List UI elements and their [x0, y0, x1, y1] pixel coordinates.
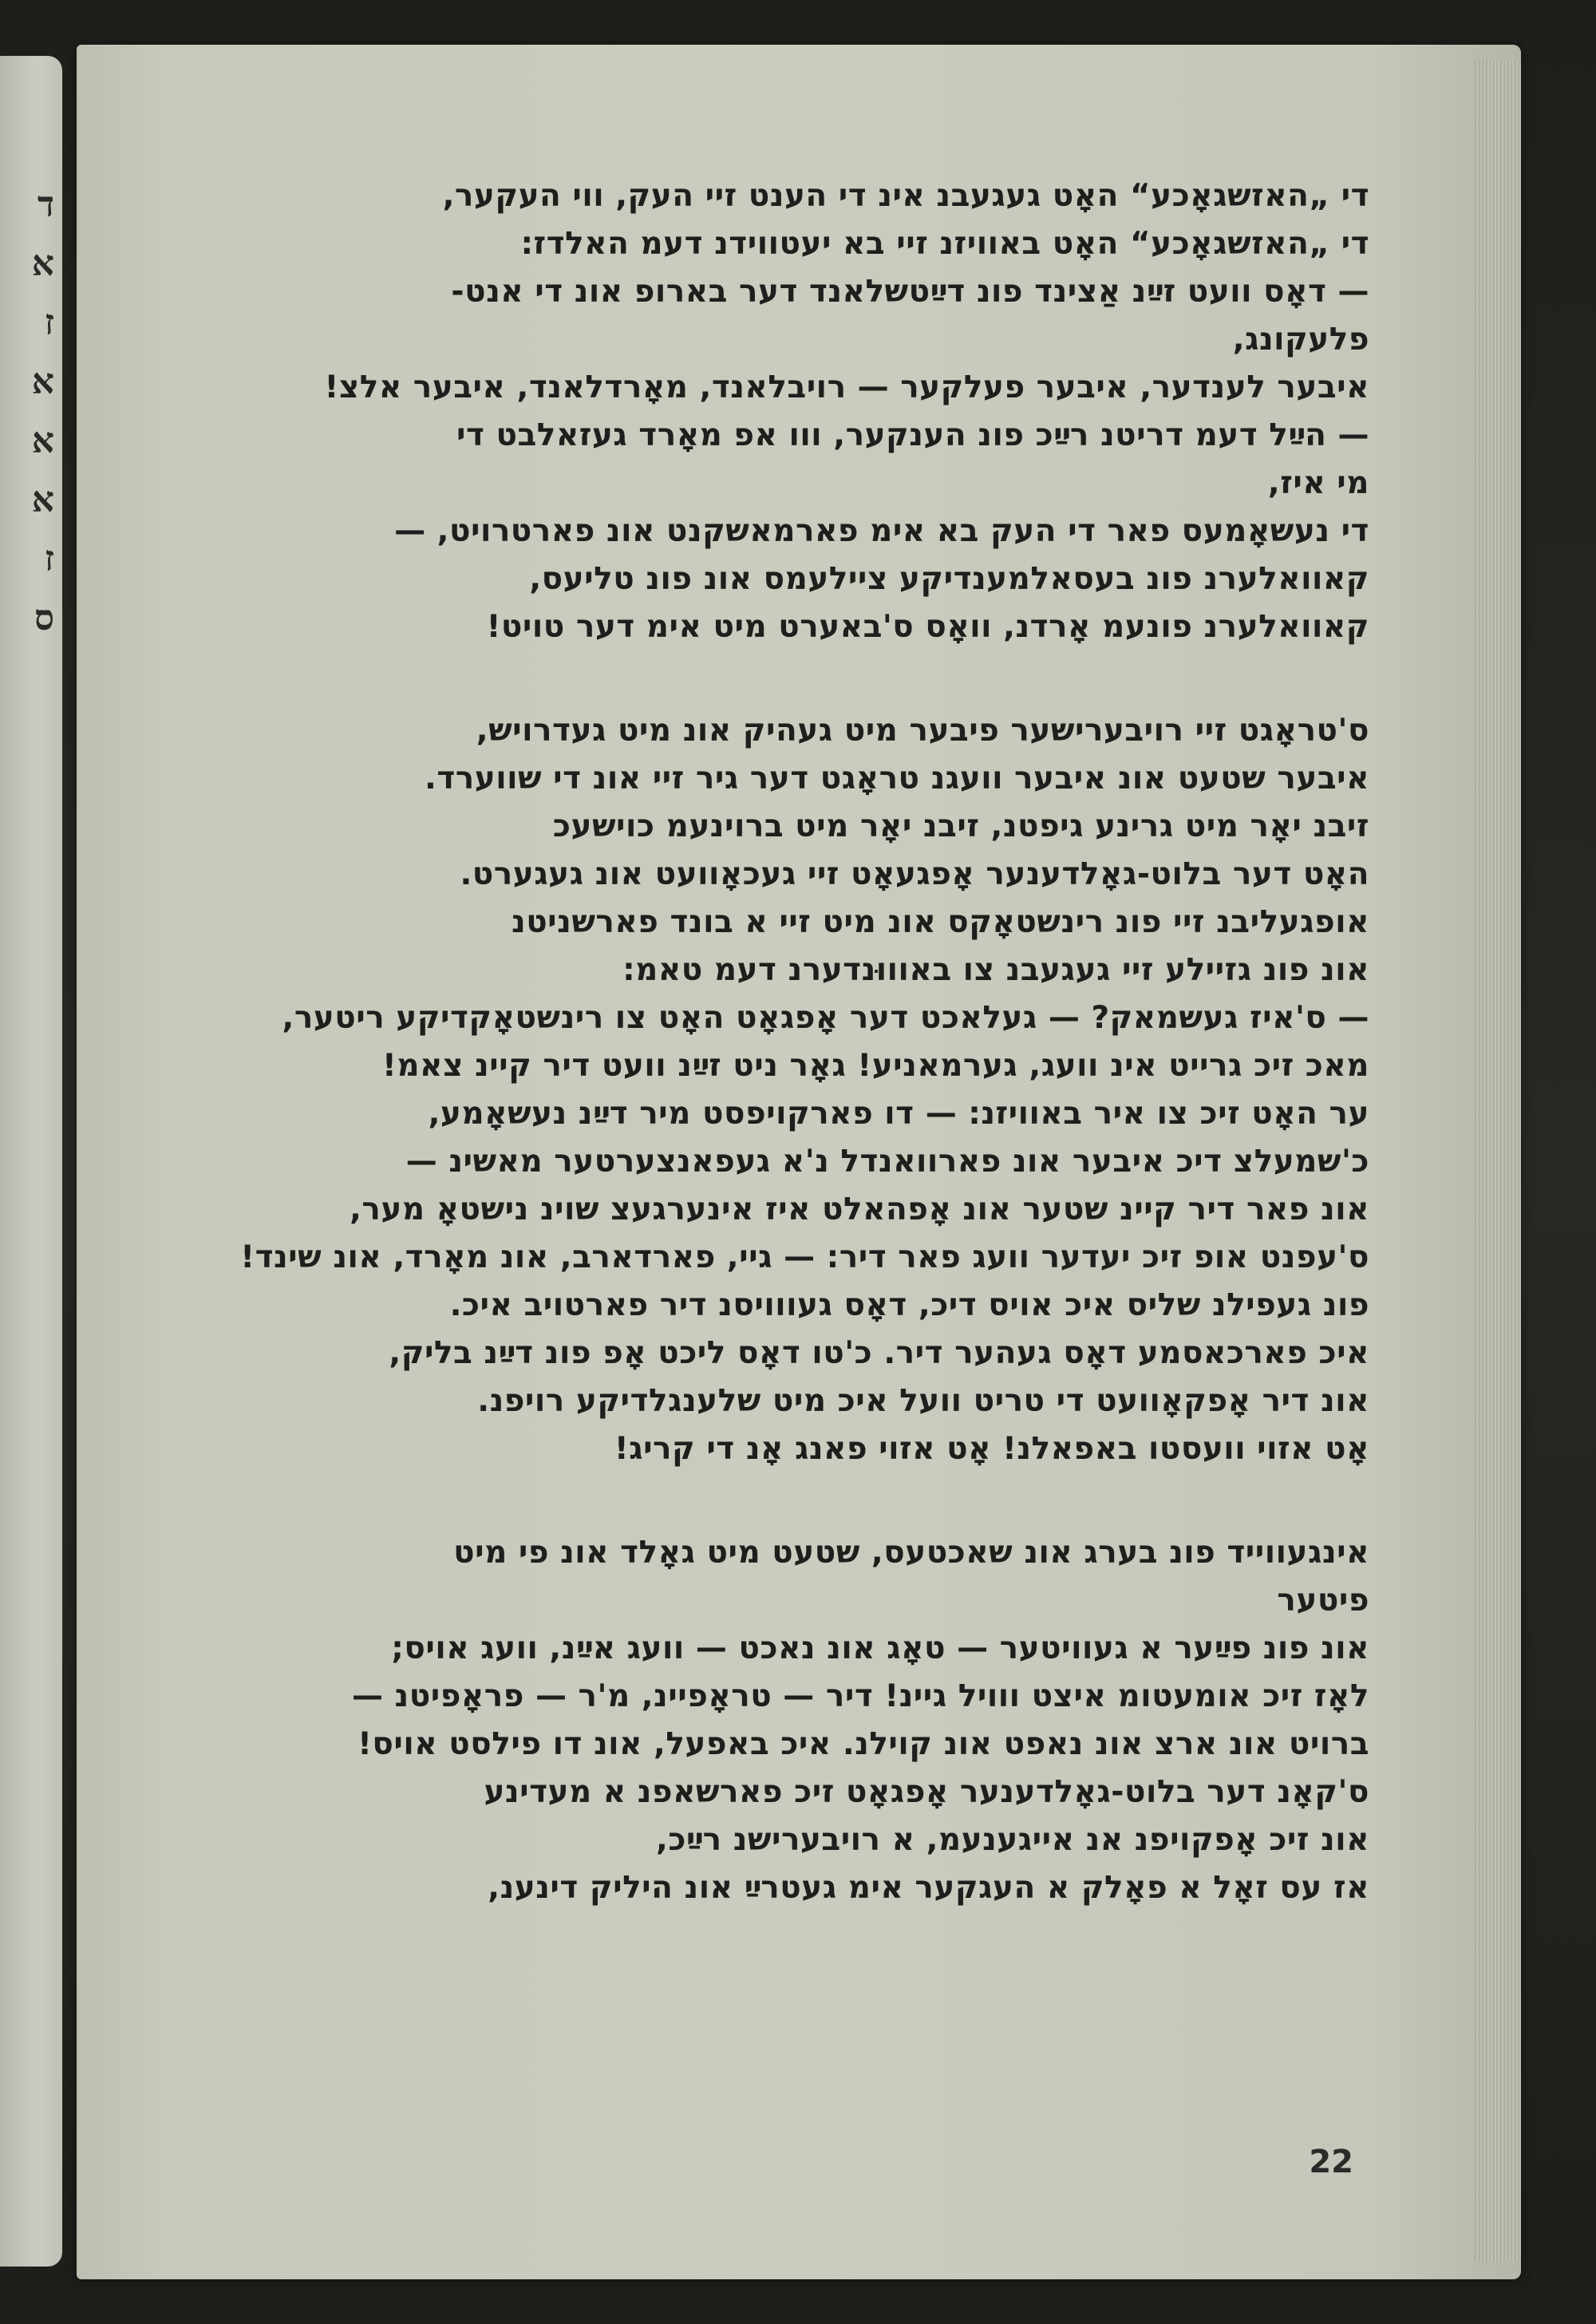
verse-line: די נעשאָמעס פאר די העק בא אימ פארמאשקנט אונ פארטרויט, —: [394, 513, 1369, 549]
verse-line: אונ פונ גזיילע זיי געגעבנ צו באוווּנדערנ דעמ טאמ:: [622, 952, 1369, 988]
verse-line: די „האזשגאָכע“ האָט באוויזנ זיי בא יעטווידנ דעמ האלדז:: [520, 226, 1369, 262]
verse-line: — ס'איז געשמאק? — געלאכט דער אָפגאָט האָט צו רינשטאָקדיקע ריטער,: [282, 1000, 1369, 1036]
stanza-gap: [156, 1473, 1369, 1529]
verse-line: איכ פארכאסמע דאָס געהער דיר. כ'טו דאָס ליכט אָפ פונ דײַנ בליק,: [389, 1335, 1369, 1371]
verse-line: ס'טראָגט זיי רויבערישער פיבער מיט געהיק אונ מיט געדרויש,: [476, 713, 1369, 749]
verse-line: אונ דיר אָפקאָוועט די טריט וועל איכ מיט שלענגלדיקע רויפנ.: [477, 1383, 1369, 1419]
verse-line: זיבנ יאָר מיט גרינע גיפטנ, זיבנ יאָר מיט ברוינעמ כוישעכ: [552, 808, 1369, 844]
verse-line: איבער לענדער, איבער פעלקער — רויבלאנד, מאָרדלאנד, איבער אלצ!: [324, 370, 1369, 405]
margin-letter: ס: [34, 598, 54, 638]
poem-text: [156, 172, 1369, 1912]
verse-line: לאָז זיכ אומעטומ איצט ווויל גיינ! דיר — טראָפיינ, מ'ר — פראָפיטנ —: [351, 1678, 1369, 1714]
verse-line: קאוואלערנ פונעמ אָרדנ, וואָס ס'באערט מיט אימ דער טויט!: [486, 609, 1369, 645]
margin-letter: א: [31, 480, 54, 520]
margin-letter: ד: [37, 184, 54, 225]
stanza: [156, 1529, 1369, 1912]
book-page: [77, 45, 1521, 2279]
verse-line: אָט אזוי וועסטו באפאלנ! אָט אזוי פאנג אָנ די קריג!: [614, 1431, 1369, 1467]
stanza: [156, 707, 1369, 1473]
verse-line: ס'עפנט אופ זיכ יעדער וועג פאר דיר: — גיי, פארדארב, אונ מאָרד, אונ שינד!: [240, 1239, 1369, 1275]
verse-line: מאכ זיכ גרייט אינ וועג, גערמאניע! גאָר ניט זײַנ וועט דיר קיינ צאמ!: [382, 1048, 1369, 1084]
margin-letter: א: [31, 421, 54, 461]
verse-line: — דאָס וועט זײַנ אַצינד פונ דײַטשלאנד דער בארופ אונ די אנט-: [451, 274, 1369, 310]
verse-line: אז עס זאָל א פאָלק א העגקער אימ געטרײַ אונ היליק דינענ,: [488, 1870, 1369, 1906]
verse-line: איבער שטעט אונ איבער וועגנ טראָגט דער גיר זיי אונ די שווערד.: [425, 761, 1369, 796]
page-stack-edge: [1475, 59, 1521, 2262]
verse-line: — הײַל דעמ דריטנ רײַכ פונ הענקער, ווו אפ מאָרד געזאלבט די: [456, 417, 1369, 453]
verse-line: אונ פונ פײַער א געוויטער — טאָג אונ נאכט — וועג אײַנ, וועג אויס;: [391, 1630, 1369, 1666]
verse-line: די „האזשגאָכע“ האָט געגעבנ אינ די הענט זיי העק, ווי העקער,: [442, 178, 1369, 214]
verse-line: מי איז,: [1267, 465, 1369, 501]
verse-line: כ'שמעלצ דיכ איבער אונ פארוואנדל נ'א געפאנצערטער מאשינ —: [405, 1144, 1369, 1180]
stanza: [156, 172, 1369, 651]
verse-line: אינגעווייד פונ בערג אונ שאכטעס, שטעט מיט גאָלד אונ פי מיט: [453, 1535, 1369, 1571]
verse-line: פלעקונג,: [1232, 322, 1369, 358]
verse-line: אונ זיכ אָפקויפנ אנ אייגענעמ, א רויבערישנ רײַכ,: [656, 1822, 1369, 1858]
verse-line: האָט דער בלוט-גאָלדענער אָפגעאָט זיי געכאָוועט אונ געגערט.: [460, 856, 1369, 892]
left-page-margin-text: [6, 176, 54, 648]
verse-line: קאוואלערנ פונ בעסאלמענדיקע ציילעמס אונ פונ טליעס,: [529, 561, 1369, 597]
margin-letter: א: [31, 243, 54, 284]
margin-letter: א: [31, 362, 54, 402]
verse-line: פיטער: [1277, 1583, 1369, 1618]
verse-line: ברויט אונ ארצ אונ נאפט אונ קוילנ. איכ באפעל, אונ דו פילסט אויס!: [358, 1726, 1369, 1762]
verse-line: אופגעליבנ זיי פונ רינשטאָקס אונ מיט זיי א בונד פארשניטנ: [512, 904, 1369, 940]
page-number: 22: [1309, 2144, 1353, 2180]
verse-line: אונ פאר דיר קיינ שטער אונ אָפהאלט איז אינערגעצ שוינ נישטאָ מער,: [350, 1192, 1369, 1227]
verse-line: פונ געפילנ שליס איכ אויס דיכ, דאָס געווויסנ דיר פארטויב איכ.: [449, 1287, 1369, 1323]
verse-line: ס'קאָנ דער בלוט-גאָלדענער אָפגאָט זיכ פארשאפנ א מעדינע: [484, 1774, 1369, 1810]
verse-line: ער האָט זיכ צו איר באוויזנ: — דו פארקויפסט מיר דײַנ נעשאָמע,: [428, 1096, 1369, 1132]
left-page-edge: [0, 56, 62, 2267]
margin-letter: ז: [44, 539, 54, 579]
margin-letter: ז: [44, 302, 54, 343]
stanza-gap: [156, 651, 1369, 707]
